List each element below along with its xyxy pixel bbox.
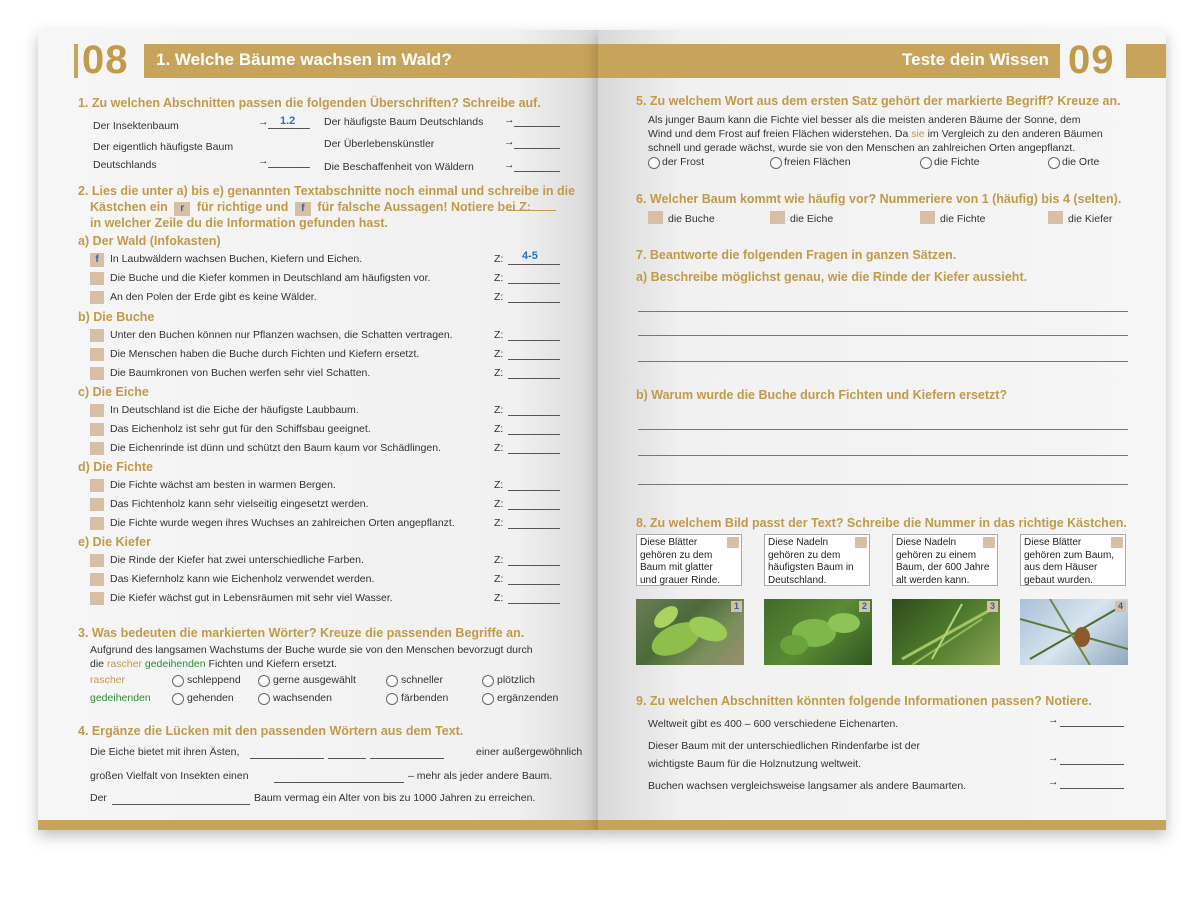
statement: Das Eichenholz ist sehr gut für den Schiffsbau geeignet. — [110, 423, 371, 435]
arrow: → — [1048, 776, 1059, 788]
leaf-graphic — [636, 599, 744, 665]
z-answer-line[interactable] — [508, 453, 560, 454]
true-false-box[interactable] — [90, 291, 104, 304]
question-9: 9. Zu welchen Abschnitten könnten folgende Informationen passen? Notiere. — [636, 694, 1092, 708]
option-label: färbenden — [401, 692, 449, 704]
card-line: alt werden kann. — [896, 574, 970, 586]
option-label: die Buche — [668, 213, 715, 225]
true-false-box[interactable] — [90, 423, 104, 436]
gap-line[interactable] — [274, 782, 404, 783]
q3-text-line2 — [90, 658, 337, 670]
question-2-line3: in welcher Zeile du die Information gefunden hast. — [90, 216, 388, 230]
card-line: gebaut wurden. — [1024, 574, 1093, 586]
z-label: Z: — [494, 404, 504, 416]
q9-statement: Weltweit gibt es 400 – 600 verschiedene Eichenarten. — [648, 718, 899, 730]
option-label: freien Flächen — [784, 156, 851, 168]
question-8: 8. Zu welchem Bild passt der Text? Schreibe die Nummer in das richtige Kästchen. — [636, 516, 1127, 530]
option-label: die Fichte — [940, 213, 986, 225]
option-label: schleppend — [187, 674, 241, 686]
right-page — [598, 30, 1166, 830]
answer-line[interactable] — [1060, 764, 1124, 765]
z-label: Z: — [494, 479, 504, 491]
z-underline — [508, 210, 556, 211]
q2-text: für falsche Aussagen! Notiere bei Z: — [317, 200, 531, 214]
question-7: 7. Beantworte die folgenden Fragen in ganzen Sätzen. — [636, 248, 957, 262]
statement: Die Fichte wurde wegen ihres Wuchses an zahlreichen Orten angepflanzt. — [110, 517, 455, 529]
answer-line[interactable] — [638, 429, 1128, 430]
question-5: 5. Zu welchem Wort aus dem ersten Satz gehört der markierte Begriff? Kreuze an. — [636, 94, 1121, 108]
card-line: gehören zu dem — [640, 549, 713, 561]
card-line: gehören zum Baum, — [1024, 549, 1115, 561]
section-heading: c) Die Eiche — [78, 385, 149, 399]
number-box[interactable] — [855, 537, 867, 548]
statement: In Deutschland ist die Eiche der häufigste Laubbaum. — [110, 404, 359, 416]
card-line: gehören zu dem — [768, 549, 841, 561]
option-label: plötzlich — [497, 674, 535, 686]
text-card — [1020, 534, 1126, 586]
heading-option: Der Überlebenskünstler — [324, 138, 435, 150]
question-7a: a) Beschreibe möglichst genau, wie die Rinde der Kiefer aussieht. — [636, 270, 1028, 284]
z-label: Z: — [494, 367, 504, 379]
bottom-bar — [598, 820, 1166, 830]
statement: Die Menschen haben die Buche durch Fichten und Kiefern ersetzt. — [110, 348, 420, 360]
option-label: der Frost — [662, 156, 705, 168]
q5-text: Als junger Baum kann die Fichte viel besser als die meisten anderen Bäume der Sonne, dem — [648, 114, 1081, 126]
true-false-box[interactable] — [90, 498, 104, 511]
q5-text — [648, 128, 1103, 140]
option-label: die Eiche — [790, 213, 834, 225]
arrow: → — [1048, 752, 1059, 764]
q9-statement: Buchen wachsen vergleichsweise langsamer als andere Baumarten. — [648, 780, 967, 792]
handwritten-line-answer: 4-5 — [522, 250, 538, 262]
answer-line[interactable] — [1060, 788, 1124, 789]
section-heading: a) Der Wald (Infokasten) — [78, 234, 221, 248]
statement: An den Polen der Erde gibt es keine Wälder. — [110, 291, 317, 303]
statement: Unter den Buchen können nur Pflanzen wachsen, die Schatten vertragen. — [110, 329, 453, 341]
true-false-box[interactable] — [90, 573, 104, 586]
q3-word: Fichten und Kiefern ersetzt. — [208, 658, 337, 670]
card-line: aus dem Häuser — [1024, 562, 1098, 573]
question-4: 4. Ergänze die Lücken mit den passenden Wörtern aus dem Text. — [78, 724, 464, 738]
statement: In Laubwäldern wachsen Buchen, Kiefern und Eichen. — [110, 253, 363, 265]
heading-option: Die Beschaffenheit von Wäldern — [324, 161, 474, 173]
arrow: → — [1048, 714, 1059, 726]
true-false-box[interactable] — [90, 442, 104, 455]
q9-statement: wichtigste Baum für die Holznutzung weltweit. — [648, 758, 862, 770]
option-label: wachsenden — [273, 692, 332, 704]
marked-word-sie: sie — [911, 128, 925, 140]
card-line: Diese Nadeln — [896, 537, 957, 548]
arrow: → — [504, 159, 515, 171]
q4-text: Baum vermag ein Alter von bis zu 1000 Jahren zu erreichen. — [254, 792, 536, 804]
option-radio[interactable] — [770, 157, 782, 169]
true-false-box[interactable] — [90, 329, 104, 342]
handwritten-answer: 1.2 — [280, 115, 296, 127]
gap-line[interactable] — [250, 758, 324, 759]
photo-number: 1 — [731, 601, 742, 612]
q3-word: die — [90, 658, 105, 670]
leaf-graphic — [764, 599, 872, 665]
option-label: die Kiefer — [1068, 213, 1113, 225]
section-heading: d) Die Fichte — [78, 460, 154, 474]
q5-text: schnell und gerade wächst, wurde sie von den Menschen an zahlreichen Orten angepflanzt. — [648, 142, 1076, 154]
text-card — [764, 534, 870, 586]
z-answer-line[interactable] — [508, 302, 560, 303]
question-7b: b) Warum wurde die Buche durch Fichten und Kiefern ersetzt? — [636, 388, 1008, 402]
z-answer-line[interactable] — [508, 603, 560, 604]
option-radio[interactable] — [386, 693, 398, 705]
option-label: die Orte — [1062, 156, 1100, 168]
answer-line[interactable] — [268, 167, 310, 168]
true-false-box[interactable]: f — [90, 253, 104, 267]
photo-pine-needles — [1020, 599, 1128, 665]
gap-line[interactable] — [112, 804, 250, 805]
photo-beech-leaves — [636, 599, 744, 665]
option-radio[interactable] — [172, 693, 184, 705]
photo-spruce-needles — [892, 599, 1000, 665]
needle-graphic — [892, 599, 1000, 665]
left-page — [38, 30, 598, 830]
arrow: → — [258, 116, 269, 128]
rank-box[interactable] — [648, 211, 663, 224]
answer-line[interactable] — [638, 335, 1128, 336]
statement: Die Eichenrinde ist dünn und schützt den Baum kaum vor Schädlingen. — [110, 442, 441, 454]
true-false-box[interactable] — [90, 479, 104, 492]
z-answer-line[interactable] — [508, 359, 560, 360]
page-title: Teste dein Wissen — [902, 50, 1049, 69]
rank-box[interactable] — [770, 211, 785, 224]
header-bar-edge — [1126, 44, 1166, 78]
marked-word-gedeihenden: gedeihenden — [144, 658, 206, 670]
arrow: → — [258, 155, 269, 167]
z-answer-line[interactable] — [508, 283, 560, 284]
option-label: schneller — [401, 674, 444, 686]
photo-number: 3 — [987, 601, 998, 612]
true-false-box[interactable] — [90, 554, 104, 567]
z-answer-line[interactable] — [508, 565, 560, 566]
option-label: gerne ausgewählt — [273, 674, 356, 686]
z-label: Z: — [494, 554, 504, 566]
photo-oak-leaves — [764, 599, 872, 665]
bottom-bar — [38, 820, 598, 830]
gap-line[interactable] — [328, 758, 366, 759]
true-false-box[interactable] — [90, 517, 104, 530]
z-label: Z: — [494, 423, 504, 435]
z-answer-line[interactable] — [508, 415, 560, 416]
true-false-box[interactable] — [90, 404, 104, 417]
section-heading: b) Die Buche — [78, 310, 155, 324]
number-box[interactable] — [983, 537, 995, 548]
z-label: Z: — [494, 348, 504, 360]
option-radio[interactable] — [258, 693, 270, 705]
option-radio[interactable] — [482, 693, 494, 705]
text-card — [636, 534, 742, 586]
page-number: 08 — [82, 38, 129, 82]
answer-line[interactable] — [638, 311, 1128, 312]
row-label-gedeihenden: gedeihenden — [90, 692, 151, 704]
answer-line[interactable] — [1060, 726, 1124, 727]
card-line: Diese Blätter — [640, 537, 698, 548]
answer-line[interactable] — [638, 484, 1128, 485]
card-line: gehören zu einem — [896, 549, 977, 561]
number-box[interactable] — [727, 537, 739, 548]
card-line: Deutschland. — [768, 574, 827, 586]
statement: Das Kiefernholz kann wie Eichenholz verwendet werden. — [110, 573, 375, 585]
statement: Die Kiefer wächst gut in Lebensräumen mit sehr viel Wasser. — [110, 592, 393, 604]
q4-text: großen Vielfalt von Insekten einen — [90, 770, 249, 782]
answer-line[interactable] — [514, 126, 560, 127]
arrow: → — [504, 136, 515, 148]
card-line: und grauer Rinde. — [640, 574, 721, 586]
z-label: Z: — [494, 291, 504, 303]
z-answer-line[interactable] — [508, 378, 560, 379]
heading-option: Der Insektenbaum — [93, 120, 179, 132]
arrow: → — [504, 114, 515, 126]
gap-line[interactable] — [370, 758, 444, 759]
z-answer-line[interactable] — [508, 528, 560, 529]
z-answer-line[interactable] — [508, 490, 560, 491]
option-radio[interactable] — [386, 675, 398, 687]
statement: Die Buche und die Kiefer kommen in Deutschland am häufigsten vor. — [110, 272, 431, 284]
answer-line[interactable] — [638, 455, 1128, 456]
page-title: 1. Welche Bäume wachsen im Wald? — [156, 50, 452, 69]
z-label: Z: — [494, 442, 504, 454]
z-label: Z: — [494, 592, 504, 604]
statement: Die Baumkronen von Buchen werfen sehr viel Schatten. — [110, 367, 371, 379]
number-box[interactable] — [1111, 537, 1123, 548]
z-label: Z: — [494, 329, 504, 341]
card-line: Baum mit glatter — [640, 562, 713, 573]
q4-text: Der — [90, 792, 107, 804]
question-1: 1. Zu welchen Abschnitten passen die folgenden Überschriften? Schreibe auf. — [78, 96, 541, 110]
z-answer-line[interactable] — [508, 340, 560, 341]
text-card — [892, 534, 998, 586]
q5-word: Wind und dem Frost auf freien Flächen widerstehen. Da — [648, 128, 909, 140]
answer-line[interactable] — [514, 148, 560, 149]
z-label: Z: — [494, 517, 504, 529]
rank-box[interactable] — [1048, 211, 1063, 224]
heading-option: Deutschlands — [93, 159, 157, 171]
statement: Das Fichtenholz kann sehr vielseitig eingesetzt werden. — [110, 498, 369, 510]
option-label: gehenden — [187, 692, 234, 704]
question-3: 3. Was bedeuten die markierten Wörter? Kreuze die passenden Begriffe an. — [78, 626, 525, 640]
card-line: häufigsten Baum in — [768, 562, 854, 573]
f-box: f — [295, 202, 311, 216]
option-label: die Fichte — [934, 156, 980, 168]
row-label-rascher: rascher — [90, 674, 126, 686]
section-heading: e) Die Kiefer — [78, 535, 151, 549]
option-radio[interactable] — [482, 675, 494, 687]
photo-number: 4 — [1115, 601, 1126, 612]
marked-word-rascher: rascher — [106, 658, 142, 670]
statement: Die Fichte wächst am besten in warmen Bergen. — [110, 479, 336, 491]
header-bar-edge — [74, 44, 78, 78]
true-false-box[interactable] — [90, 592, 104, 605]
q3-text-line1: Aufgrund des langsamen Wachstums der Buche wurde sie von den Menschen bevorzugt durch — [90, 644, 533, 656]
option-radio[interactable] — [172, 675, 184, 687]
q4-text: einer außergewöhnlich — [476, 746, 583, 758]
option-radio[interactable] — [920, 157, 932, 169]
q2-text: für richtige und — [196, 200, 289, 214]
question-2: 2. Lies die unter a) bis e) genannten Textabschnitte noch einmal und schreibe in die — [78, 184, 576, 198]
option-label: ergänzenden — [497, 692, 559, 704]
rank-box[interactable] — [920, 211, 935, 224]
z-answer-line[interactable] — [508, 434, 560, 435]
z-answer-line[interactable] — [508, 264, 560, 265]
option-radio[interactable] — [648, 157, 660, 169]
heading-option: Der häufigste Baum Deutschlands — [324, 116, 484, 128]
r-box: r — [174, 202, 190, 216]
statement: Die Rinde der Kiefer hat zwei unterschiedliche Farben. — [110, 554, 364, 566]
true-false-box[interactable] — [90, 348, 104, 361]
z-label: Z: — [494, 498, 504, 510]
question-6: 6. Welcher Baum kommt wie häufig vor? Nummeriere von 1 (häufig) bis 4 (selten). — [636, 192, 1122, 206]
card-line: Baum, der 600 Jahre — [896, 562, 990, 573]
answer-line[interactable] — [514, 171, 560, 172]
q4-text: Die Eiche bietet mit ihren Ästen, — [90, 746, 240, 758]
q9-statement: Dieser Baum mit der unterschiedlichen Rindenfarbe ist der — [648, 740, 920, 752]
page-number: 09 — [1068, 38, 1115, 82]
z-answer-line[interactable] — [508, 509, 560, 510]
z-answer-line[interactable] — [508, 584, 560, 585]
photo-number: 2 — [859, 601, 870, 612]
option-radio[interactable] — [258, 675, 270, 687]
answer-line[interactable] — [268, 128, 310, 129]
q2-text: Kästchen ein — [90, 200, 168, 214]
q5-word: im Vergleich zu den anderen Bäumen — [927, 128, 1103, 140]
z-label: Z: — [494, 272, 504, 284]
z-label: Z: — [494, 253, 504, 265]
answer-line[interactable] — [638, 361, 1128, 362]
true-false-box[interactable] — [90, 367, 104, 380]
true-false-box[interactable] — [90, 272, 104, 285]
needle-graphic — [1020, 599, 1128, 665]
q4-text: – mehr als jeder andere Baum. — [408, 770, 553, 782]
card-line: Diese Blätter — [1024, 537, 1082, 548]
heading-option: Der eigentlich häufigste Baum — [93, 141, 234, 153]
option-radio[interactable] — [1048, 157, 1060, 169]
card-line: Diese Nadeln — [768, 537, 829, 548]
z-label: Z: — [494, 573, 504, 585]
